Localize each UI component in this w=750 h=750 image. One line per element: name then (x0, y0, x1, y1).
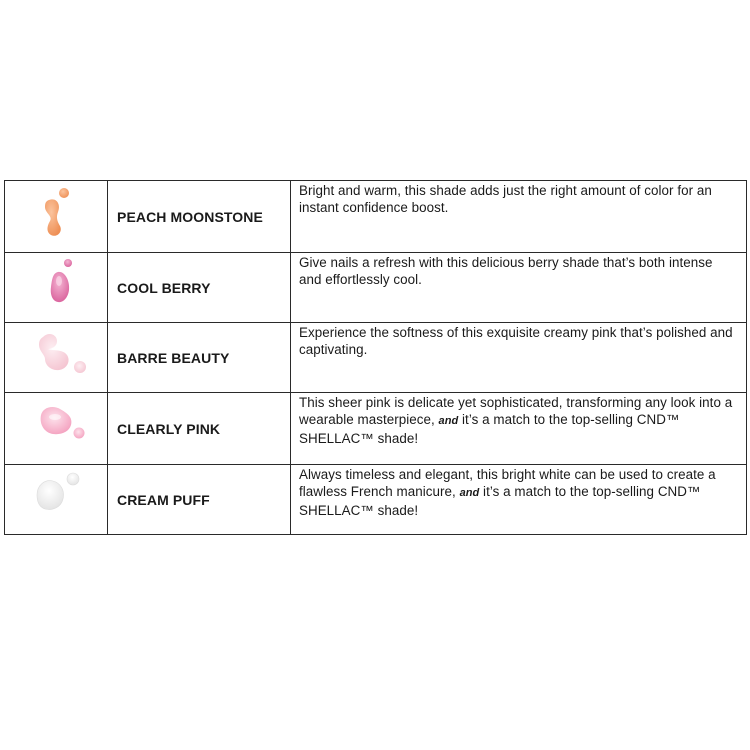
swatch-cell (5, 253, 108, 323)
polish-swatch-white-icon (27, 469, 91, 529)
polish-swatch-berry-icon (27, 257, 91, 317)
shade-name: COOL BERRY (108, 253, 291, 323)
shade-description: Always timeless and elegant, this bright white can be used to create a flawless French manicure, and it’s a match to the top-selling CND™ SHELLAC™ shade! (291, 465, 747, 535)
polish-swatch-creamy-pink-icon (27, 327, 91, 387)
swatch-cell (5, 181, 108, 253)
shade-row (5, 465, 747, 535)
swatch-cell (5, 465, 108, 535)
shade-row (5, 181, 747, 253)
shade-table (4, 180, 747, 535)
shade-name: PEACH MOONSTONE (108, 181, 291, 253)
shade-description: Experience the softness of this exquisite creamy pink that’s polished and captivating. (291, 323, 747, 393)
shade-row (5, 253, 747, 323)
shade-name: BARRE BEAUTY (108, 323, 291, 393)
shade-name: CLEARLY PINK (108, 393, 291, 465)
shade-name: CREAM PUFF (108, 465, 291, 535)
polish-swatch-peach-icon (27, 185, 91, 245)
polish-swatch-sheer-pink-icon (27, 397, 91, 457)
shade-row (5, 323, 747, 393)
shade-row (5, 393, 747, 465)
shade-description: Bright and warm, this shade adds just the right amount of color for an instant confidence boost. (291, 181, 747, 253)
swatch-cell (5, 323, 108, 393)
shade-description: This sheer pink is delicate yet sophisticated, transforming any look into a wearable masterpiece, and it’s a match to the top-selling CND™ SHELLAC™ shade! (291, 393, 747, 465)
swatch-cell (5, 393, 108, 465)
shade-description: Give nails a refresh with this delicious berry shade that’s both intense and effortlessly cool. (291, 253, 747, 323)
